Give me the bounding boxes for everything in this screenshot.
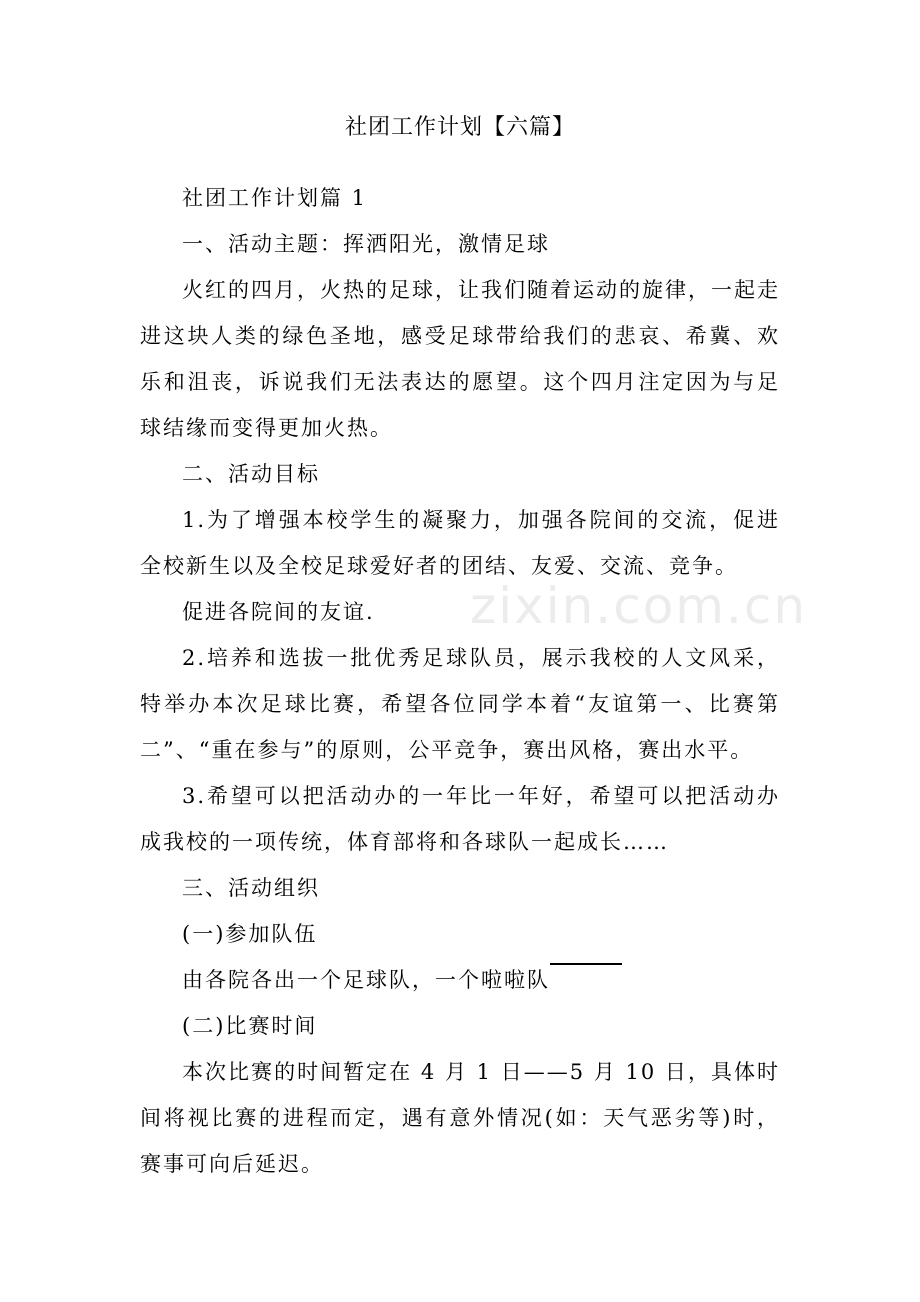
paragraph: 1.为了增强本校学生的凝聚力，加强各院间的交流，促进全校新生以及全校足球爱好者的团结、友爱、交流、竞争。 bbox=[140, 508, 780, 578]
section-heading: 社团工作计划篇 1 bbox=[182, 186, 368, 210]
heading-activity-theme: 一、活动主题：挥洒阳光，激情足球 bbox=[182, 232, 550, 256]
paragraph-text: 由各院各出一个足球队，一个啦啦队 bbox=[182, 968, 550, 992]
subheading-match-time: (二)比赛时间 bbox=[182, 1014, 318, 1038]
paragraph: 火红的四月，火热的足球，让我们随着运动的旋律，一起走进这块人类的绿色圣地，感受足球带给我们的悲哀、希冀、欢乐和沮丧，诉说我们无法表达的愿望。这个四月注定因为与足球结缘而变得更加火热。 bbox=[140, 278, 780, 440]
subheading-teams: (一)参加队伍 bbox=[182, 922, 318, 946]
document-body bbox=[140, 175, 780, 1187]
heading-activity-organization: 三、活动组织 bbox=[182, 876, 320, 900]
paragraph: 3.希望可以把活动办的一年比一年好，希望可以把活动办成我校的一项传统，体育部将和各球队一起成长…… bbox=[140, 784, 780, 854]
document-title: 社团工作计划【六篇】 bbox=[344, 115, 575, 140]
paragraph: 促进各院间的友谊. bbox=[182, 600, 375, 624]
paragraph-with-blank bbox=[140, 957, 780, 1003]
watermark: zixin.com.cn bbox=[470, 577, 808, 635]
heading-activity-goals: 二、活动目标 bbox=[182, 462, 320, 486]
blank-line bbox=[550, 963, 622, 981]
paragraph: 2.培养和选拔一批优秀足球队员，展示我校的人文风采，特举办本次足球比赛，希望各位同学本着“友谊第一、比赛第二”、“重在参与”的原则，公平竞争，赛出风格，赛出水平。 bbox=[140, 646, 780, 762]
paragraph: 本次比赛的时间暂定在 4 月 1 日——5 月 10 日，具体时间将视比赛的进程而定，遇有意外情况(如：天气恶劣等)时，赛事可向后延迟。 bbox=[140, 1060, 780, 1176]
